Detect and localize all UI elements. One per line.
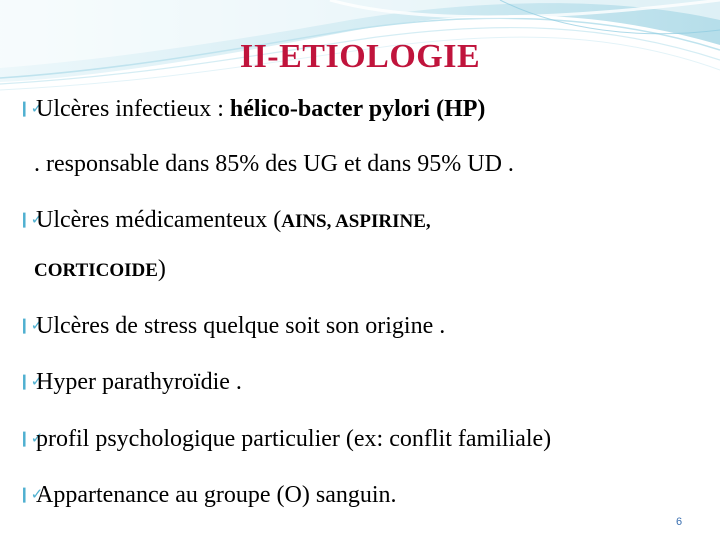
list-item-infectious-detail: . responsable dans 85% des UG et dans 95% UD . [34, 151, 514, 177]
item-text: Hyper parathyroïdie . [36, 369, 242, 395]
list-item-drugs-cont [34, 256, 166, 283]
item-text-prefix: Ulcères médicamenteux ( [36, 207, 282, 233]
item-text: profil psychologique particulier (ex: conflit familiale) [36, 426, 552, 452]
item-text: Ulcères de stress quelque soit son origine . [36, 313, 446, 339]
slide-title: II-ETIOLOGIE [239, 38, 481, 75]
item-text-drugs: AINS, ASPIRINE, [281, 211, 431, 232]
circle-check-bullet-icon: ❙✓ [18, 101, 44, 117]
list-item-hyperparathyroidism [18, 369, 242, 396]
circle-check-bullet-icon: ❙✓ [18, 212, 44, 228]
circle-check-bullet-icon: ❙✓ [18, 487, 44, 503]
circle-check-bullet-icon: ❙✓ [18, 318, 44, 334]
item-text-drugs-cont: CORTICOIDE [34, 260, 158, 281]
list-item-blood-group [18, 482, 397, 509]
list-item-drugs [18, 207, 431, 234]
page-number: 6 [676, 516, 683, 528]
item-text-suffix: (HP) [430, 96, 486, 122]
item-text-prefix: Ulcères infectieux : [36, 96, 230, 122]
circle-check-bullet-icon: ❙✓ [18, 374, 44, 390]
circle-check-bullet-icon: ❙✓ [18, 431, 44, 447]
list-item-psychological [18, 426, 551, 453]
item-text: Appartenance au groupe (O) sanguin. [36, 482, 397, 508]
list-item-infectious [18, 96, 485, 123]
list-item-stress [18, 313, 445, 340]
item-text-close: ) [157, 256, 166, 282]
item-text-bold: hélico-bacter pylori [229, 96, 431, 122]
